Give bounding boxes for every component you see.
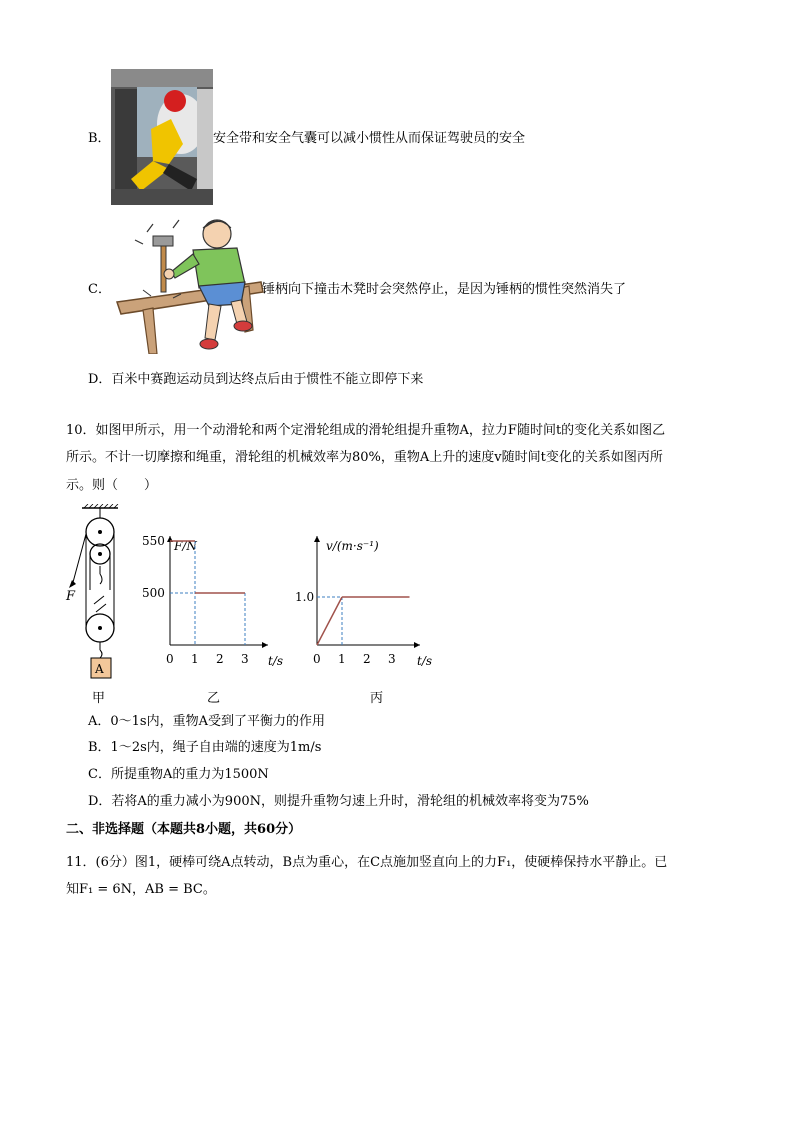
y-axis-label: v/(m·s⁻¹) [326, 539, 379, 553]
q10-option-c: C．所提重物A的重力为1500N [88, 767, 269, 782]
option-c-text: 锤柄向下撞击木凳时会突然停止，是因为锤柄的惯性突然消失了 [262, 282, 627, 297]
force-time-chart [140, 528, 300, 674]
hammer-cartoon-illustration [113, 214, 265, 354]
y-axis-arrow [314, 536, 320, 542]
x-axis-arrow [414, 642, 420, 648]
x-tick-label: 1 [191, 652, 199, 666]
x-tick-label: 2 [363, 652, 371, 666]
figure-jia-caption: 甲 [92, 691, 106, 706]
section-2-heading: 二、非选择题（本题共8小题，共60分） [66, 822, 302, 837]
x-tick-label: 3 [388, 652, 396, 666]
x-tick-label: 1 [338, 652, 346, 666]
option-d-text: D．百米中赛跑运动员到达终点后由于惯性不能立即停下来 [88, 372, 424, 387]
x-axis-arrow [262, 642, 268, 648]
figure-bing-caption: 丙 [370, 691, 384, 706]
pulley-force-label: F [66, 589, 76, 604]
y-axis-label: F/N [174, 539, 197, 553]
velocity-time-svg [292, 528, 442, 674]
data-segment [317, 597, 342, 645]
pulley-system-figure [64, 504, 130, 680]
y-tick-label: 1.0 [295, 590, 315, 604]
q10-option-b: B．1～2s内，绳子自由端的速度为1m/s [88, 740, 322, 755]
figure-yi-caption: 乙 [207, 691, 221, 706]
force-time-svg [140, 528, 300, 674]
q10-stem-line-1: 10．如图甲所示，用一个动滑轮和两个定滑轮组成的滑轮组提升重物A，拉力F随时间t的变化关系如图乙 [66, 423, 666, 438]
y-tick-label: 550 [142, 534, 165, 548]
y-tick-label: 500 [142, 586, 165, 600]
q10-option-a: A．0～1s内，重物A受到了平衡力的作用 [88, 714, 325, 729]
q11-stem-line-2: 知F₁ = 6N，AB = BC。 [66, 882, 216, 897]
x-tick-label: 0 [166, 652, 174, 666]
airbag-photo-illustration [111, 69, 213, 205]
q10-stem-line-3: 示。则（ ） [66, 478, 158, 493]
airbag-photo [111, 69, 213, 205]
pulley-diagram [64, 504, 130, 680]
x-axis-label: t/s [268, 654, 284, 668]
hammer-cartoon [113, 214, 265, 354]
option-b-text: 安全带和安全气囊可以减小惯性从而保证驾驶员的安全 [213, 131, 526, 146]
x-tick-label: 2 [216, 652, 224, 666]
velocity-time-chart [292, 528, 442, 674]
x-tick-label: 3 [241, 652, 249, 666]
q10-stem-line-2: 所示。不计一切摩擦和绳重，滑轮组的机械效率为80%，重物A上升的速度v随时间t变化的关系如图丙所 [66, 450, 663, 465]
pulley-weight-label: A [95, 662, 104, 676]
x-tick-label: 0 [313, 652, 321, 666]
option-b-label: B． [88, 131, 111, 146]
q11-stem-line-1: 11．(6分）图1，硬棒可绕A点转动，B点为重心，在C点施加竖直向上的力F₁，使硬棒保持水平静止。已 [66, 855, 668, 870]
x-axis-label: t/s [417, 654, 433, 668]
option-c-label: C． [88, 282, 111, 297]
q10-option-d: D．若将A的重力减小为900N，则提升重物匀速上升时，滑轮组的机械效率将变为75% [88, 794, 589, 809]
